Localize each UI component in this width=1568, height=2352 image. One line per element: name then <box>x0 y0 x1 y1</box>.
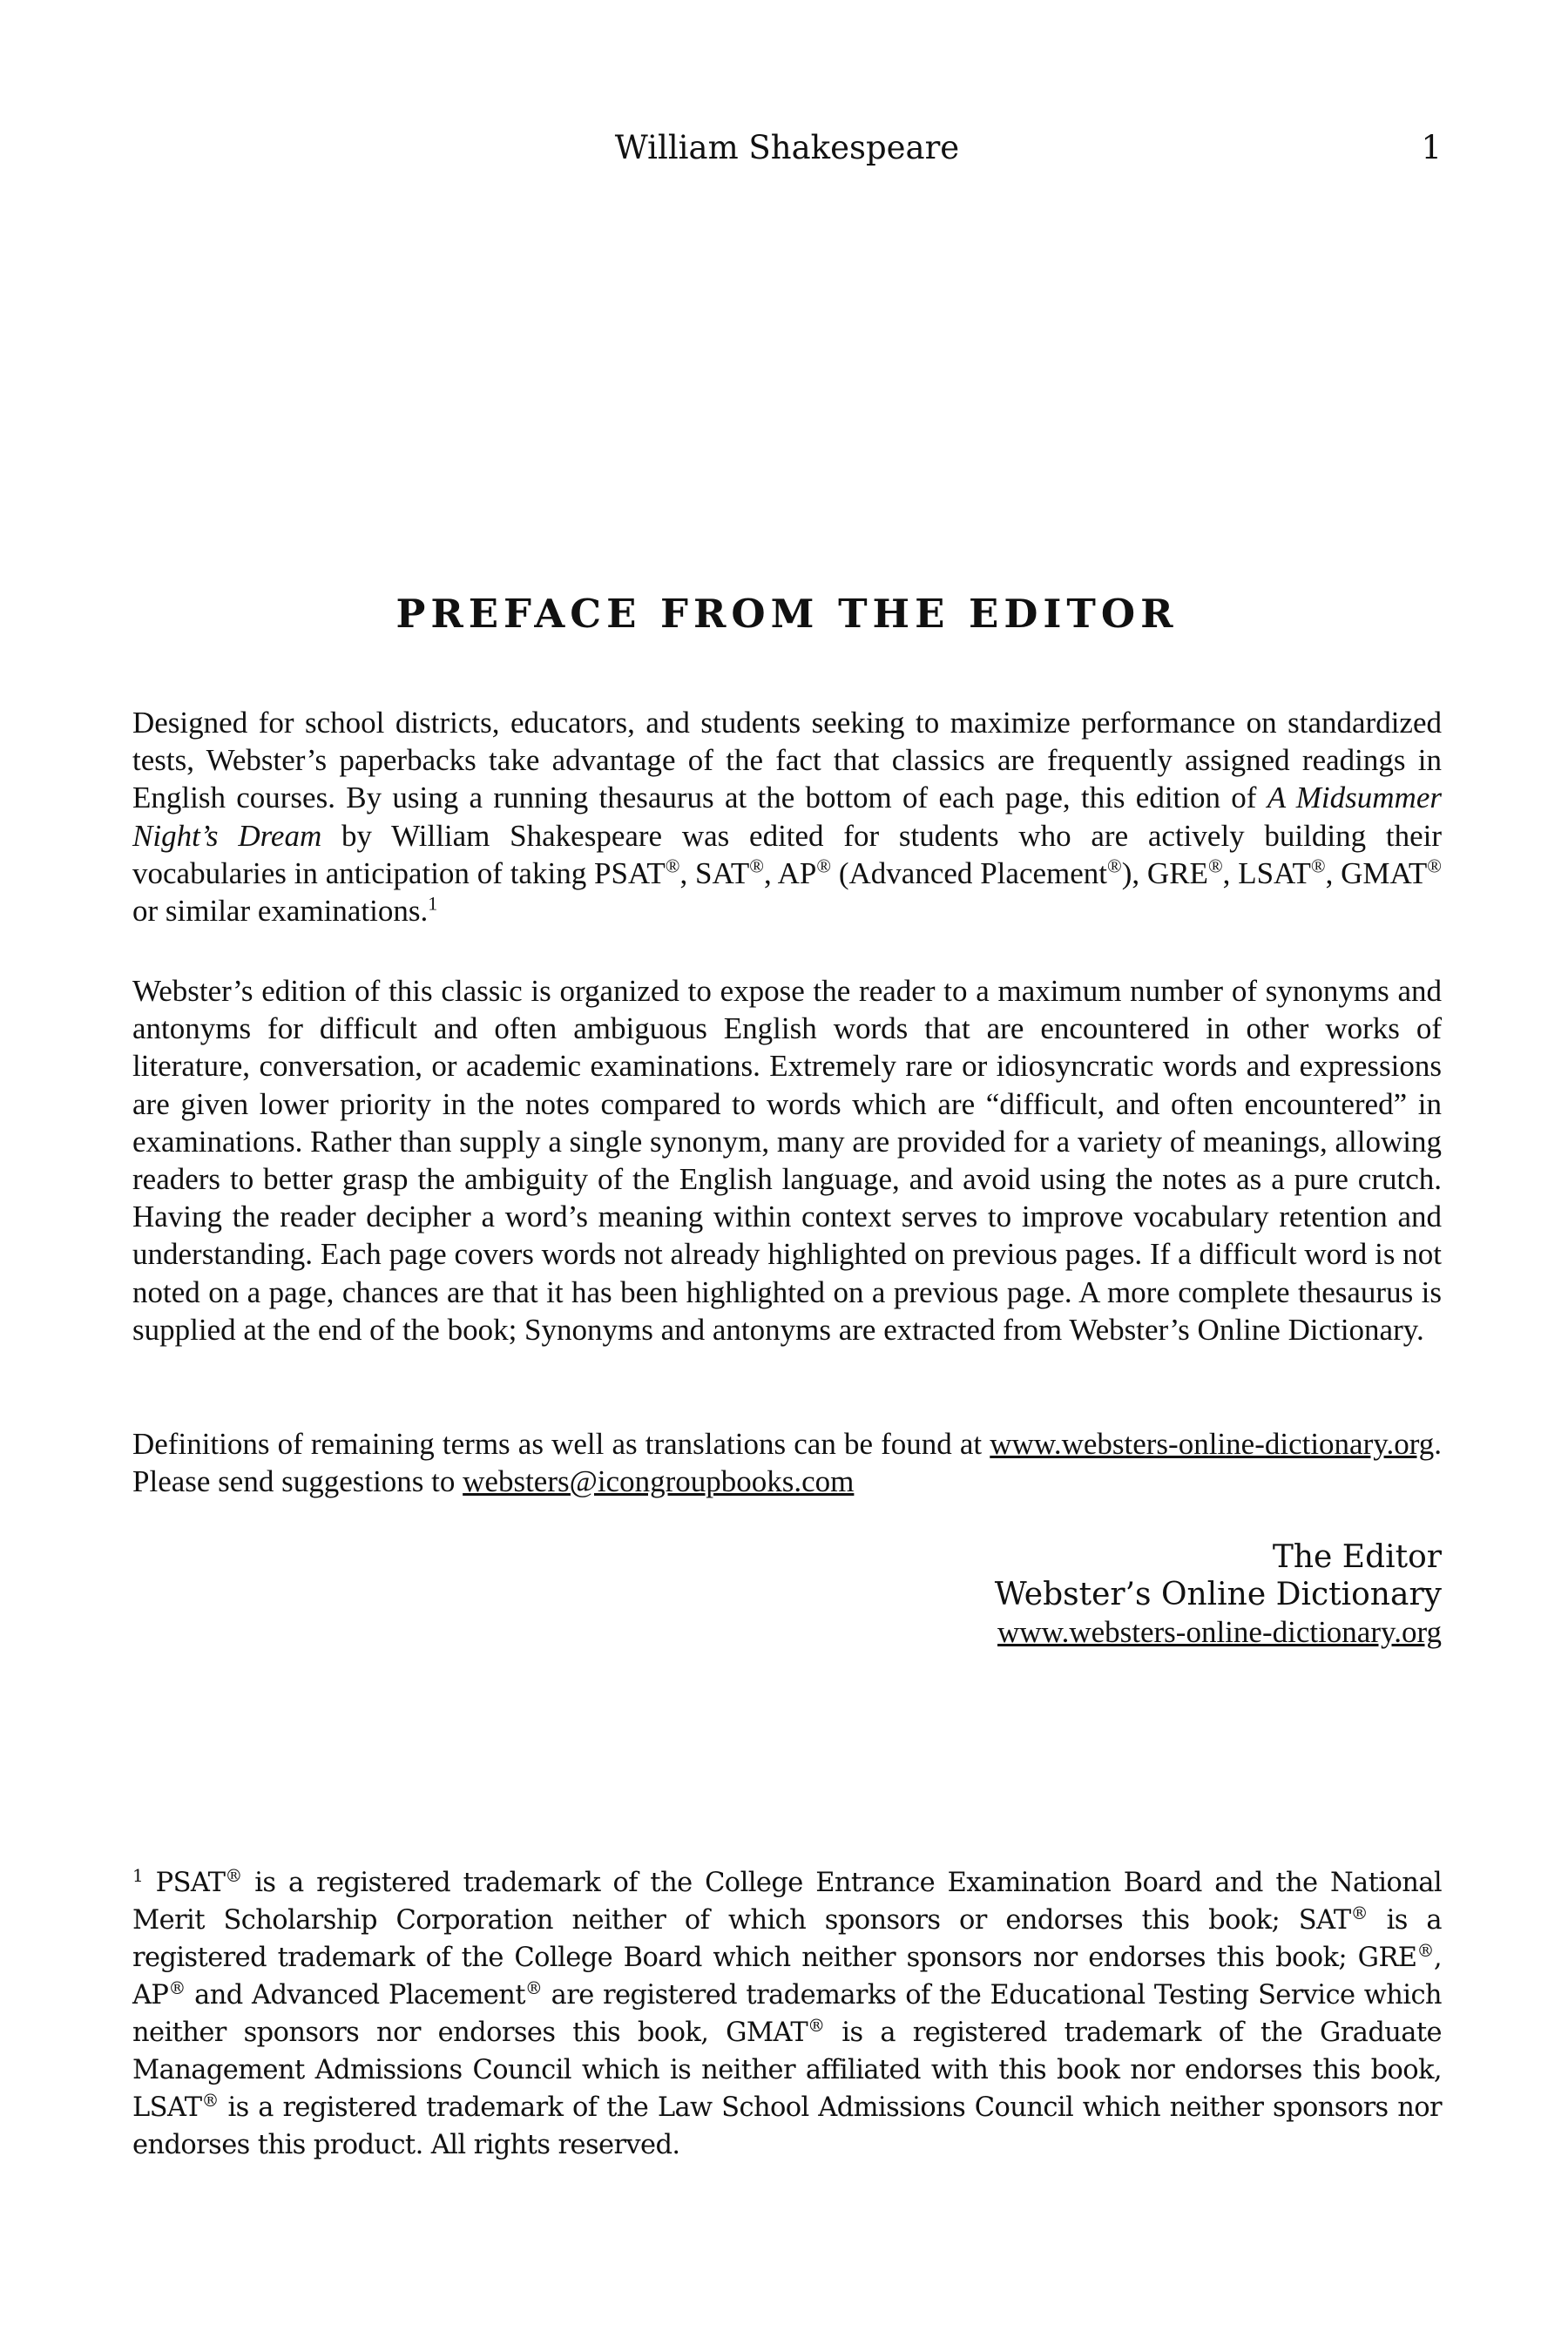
footnote-text: is a registered trademark of the College Entrance Examination Board and the National Merit Scholarship Corporation neither of which sponsors or endorses this book; SAT <box>132 1868 1442 1936</box>
signature-name: The Editor <box>1272 1539 1442 1575</box>
footnote-text: , AP <box>132 1943 1442 2011</box>
registered-mark: ® <box>808 2014 825 2036</box>
footnote-text: is a registered trademark of the Graduate Management Admissions Council which is neither affiliated with this book nor endorses this book, LSAT <box>132 2017 1442 2123</box>
footnote-text: PSAT <box>155 1868 226 1898</box>
registered-mark: ® <box>201 2089 219 2111</box>
preface-paragraph-1 <box>132 704 1442 929</box>
page-title: PREFACE FROM THE EDITOR <box>395 591 1179 637</box>
paragraph-text: . Please send suggestions to <box>132 1427 1442 1499</box>
registered-mark: ® <box>168 1977 186 1998</box>
footnote-reference[interactable]: 1 <box>428 892 438 915</box>
registered-mark: ® <box>749 855 764 877</box>
paragraph-text: Designed for school districts, educators, and students seeking to maximize performance on standardized tests, Webster’s paperbacks take advantage of the fact that classics are frequently assigned readings in English courses. By using a running thesaurus at the bottom of each page, this edition of <box>132 706 1442 815</box>
footnote-text: is a registered trademark of the College Board which neither sponsors nor endorses this book; GRE <box>132 1905 1442 1973</box>
paragraph-text: ), GRE <box>1121 855 1208 890</box>
signature-organization: Webster’s Online Dictionary <box>994 1577 1442 1612</box>
registered-mark: ® <box>1427 855 1443 877</box>
footnote-mark: 1 <box>132 1864 144 1886</box>
registered-mark: ® <box>1416 1939 1434 1961</box>
page-number: 1 <box>1421 129 1442 166</box>
footnote <box>132 1864 1442 2164</box>
running-header <box>132 129 1442 181</box>
paragraph-text: , SAT <box>679 855 750 890</box>
registered-mark: ® <box>1350 1902 1368 1923</box>
signature-link[interactable]: www.websters-online-dictionary.org <box>997 1615 1442 1649</box>
footnote-text: and Advanced Placement <box>185 1980 525 2011</box>
email-link[interactable]: websters@icongroupbooks.com <box>463 1464 855 1499</box>
registered-mark: ® <box>1310 855 1326 877</box>
registered-mark: ® <box>1207 855 1223 877</box>
editor-signature <box>995 1538 1442 1651</box>
paragraph-text: , AP <box>763 855 817 890</box>
registered-mark: ® <box>665 855 680 877</box>
preface-paragraph-2 <box>132 972 1442 1348</box>
book-title: A Midsummer Night’s Dream <box>132 781 1442 853</box>
paragraph-text: , GMAT <box>1325 855 1428 890</box>
paragraph-text: or similar examinations. <box>132 894 429 929</box>
registered-mark: ® <box>524 1977 543 1998</box>
running-title: William Shakespeare <box>614 129 960 166</box>
paragraph-text: , LSAT <box>1222 855 1311 890</box>
footnote-text: are registered trademarks of the Educational Testing Service which neither sponsors nor endorses this book, GMAT <box>132 1980 1442 2048</box>
paragraph-text: Webster’s edition of this classic is organized to expose the reader to a maximum number of synonyms and antonyms for difficult and often ambiguous English words that are encountered in other works of literature, conversation, or academic examinations. Extremely rare or idiosyncratic words and expressions are given lower priority in the notes compared to words which are “difficult, and often encountered” in examinations. Rather than supply a single synonym, many are provided for a variety of meanings, allowing readers to better grasp the ambiguity of the English language, and avoid using the notes as a pure crutch. Having the reader decipher a word’s meaning within context serves to improve vocabulary retention and understanding. Each page covers words not already highlighted on previous pages. If a difficult word is not noted on a page, chances are that it has been highlighted on a previous page. A more complete thesaurus is supplied at the end of the book; Synonyms and antonyms are extracted from Webster’s Online Dictionary. <box>132 974 1442 1347</box>
registered-mark: ® <box>1107 855 1122 877</box>
registered-mark: ® <box>225 1864 242 1886</box>
paragraph-text: by William Shakespeare was edited for students who are actively building their vocabularies in anticipation of taking PSAT <box>132 818 1442 890</box>
dictionary-link[interactable]: www.websters-online-dictionary.org <box>990 1427 1435 1461</box>
registered-mark: ® <box>816 855 832 877</box>
paragraph-text: (Advanced Placement <box>831 855 1107 890</box>
footnote-text: is a registered trademark of the Law School Admissions Council which neither sponsors nor endorses this product. All rights reserved. <box>132 2092 1442 2160</box>
paragraph-text: Definitions of remaining terms as well as translations can be found at <box>132 1427 990 1461</box>
preface-paragraph-3 <box>132 1425 1442 1500</box>
